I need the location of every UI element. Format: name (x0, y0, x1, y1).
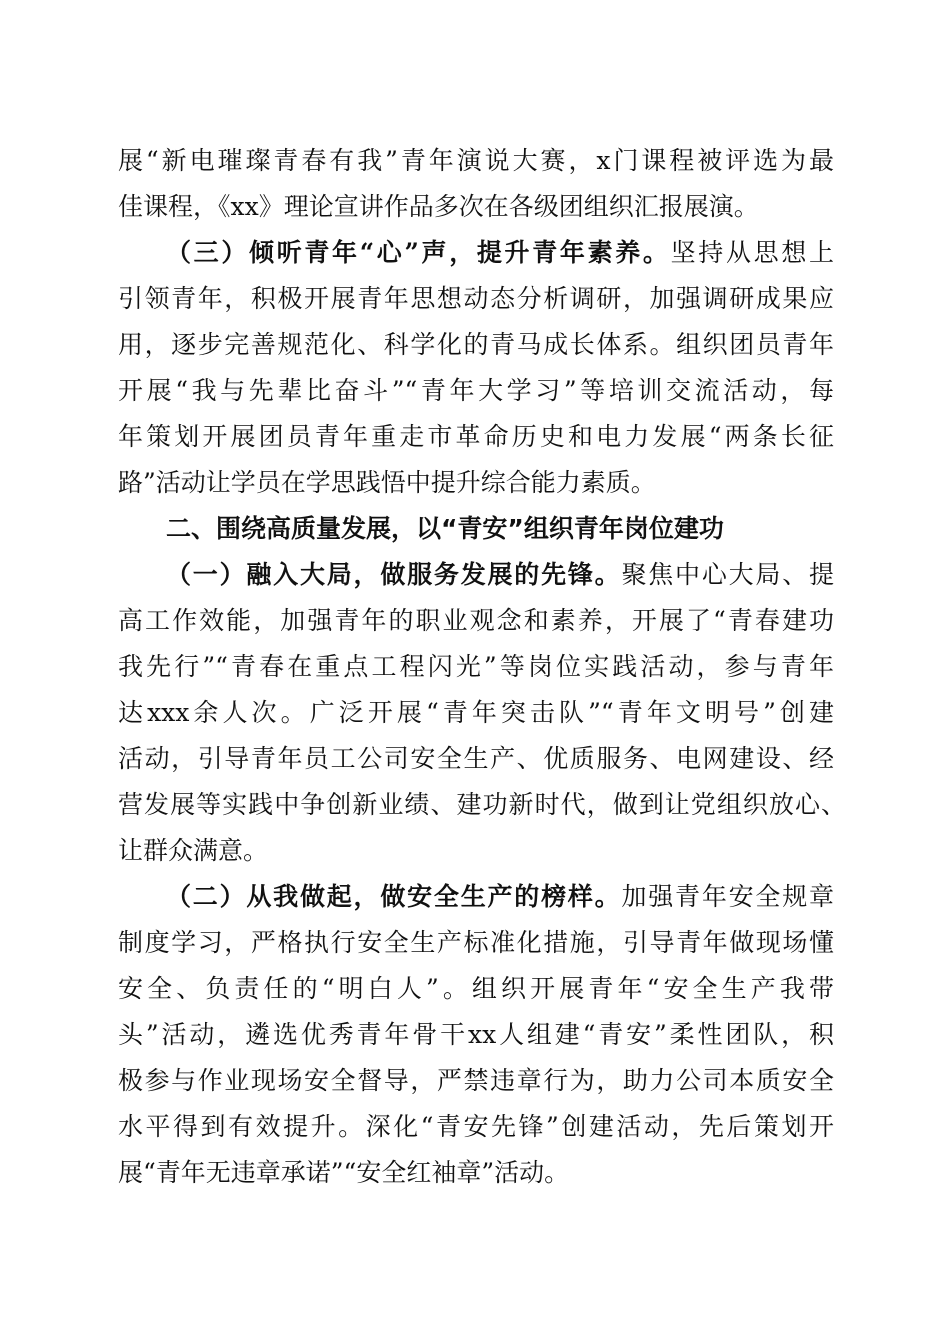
paragraph-line: 路”活动让学员在学思践悟中提升综合能力素质。 (118, 468, 656, 497)
paragraph-line: 用，逐步完善规范化、科学化的青马成长体系。组织团员青年 (118, 330, 834, 359)
paragraph-line: 活动，引导青年员工公司安全生产、优质服务、电网建设、经 (118, 744, 834, 773)
paragraph-text: 加强青年安全规章 (621, 882, 834, 911)
paragraph-line-with-lead (166, 874, 834, 920)
paragraph-line: 佳课程，《xx》理论宣讲作品多次在各级团组织汇报展演。 (118, 192, 759, 221)
paragraph-line: 开展“我与先辈比奋斗”“青年大学习”等培训交流活动，每 (118, 376, 834, 405)
subsection-title: （一）融入大局，做服务发展的先锋。 (166, 560, 622, 589)
paragraph-line: 水平得到有效提升。深化“青安先锋”创建活动，先后策划开 (118, 1112, 834, 1141)
paragraph-line-with-lead (166, 230, 834, 276)
paragraph-line: 达xxx余人次。广泛开展“青年突击队”“青年文明号”创建 (118, 698, 834, 727)
paragraph-line: 展“新电璀璨青春有我”青年演说大赛，x门课程被评选为最 (118, 146, 834, 175)
paragraph-text: 坚持从思想上 (670, 238, 834, 267)
paragraph-line: 制度学习，严格执行安全生产标准化措施，引导青年做现场懂 (118, 928, 834, 957)
paragraph-line: 我先行”“青春在重点工程闪光”等岗位实践活动，参与青年 (118, 652, 834, 681)
paragraph-line: 极参与作业现场安全督导，严禁违章行为，助力公司本质安全 (118, 1066, 834, 1095)
paragraph-line-with-lead (166, 552, 834, 598)
paragraph-text: 聚焦中心大局、提 (621, 560, 834, 589)
subsection-title: （三）倾听青年“心”声，提升青年素养。 (166, 238, 671, 267)
section-heading: 二、围绕高质量发展，以“青安”组织青年岗位建功 (166, 514, 724, 543)
paragraph-line: 展“青年无违章承诺”“安全红袖章”活动。 (118, 1158, 570, 1187)
subsection-title: （二）从我做起，做安全生产的榜样。 (166, 882, 622, 911)
paragraph-line: 高工作效能，加强青年的职业观念和素养，开展了“青春建功 (118, 606, 834, 635)
paragraph-line: 让群众满意。 (118, 836, 269, 865)
paragraph-line: 营发展等实践中争创新业绩、建功新时代，做到让党组织放心、 (118, 790, 846, 819)
paragraph-line: 头”活动，遴选优秀青年骨干xx人组建“青安”柔性团队，积 (118, 1020, 834, 1049)
paragraph-line: 安全、负责任的“明白人”。组织开展青年“安全生产我带 (118, 974, 834, 1003)
paragraph-line: 引领青年，积极开展青年思想动态分析调研，加强调研成果应 (118, 284, 834, 313)
paragraph-line: 年策划开展团员青年重走市革命历史和电力发展“两条长征 (118, 422, 834, 451)
